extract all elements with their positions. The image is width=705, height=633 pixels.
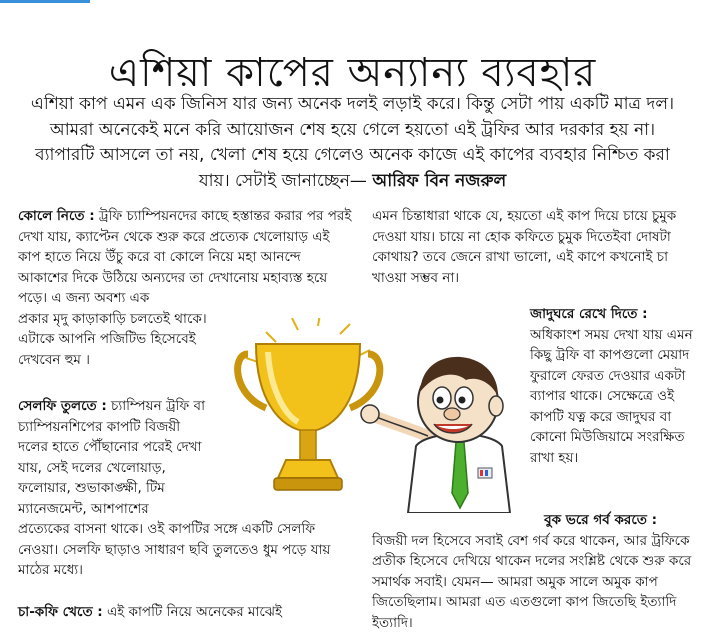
section-kole-text1: ট্রফি চ্যাম্পিয়নদের কাছে হস্তান্তর করার পর পরই দেখা যায়, ক্যাপ্টেন থেকে শুরু করে প্রত্যেক খেলোয়াড় এই কাপ হাতে নিয়ে উঁচু করে বা কোলে নিয়ে মহা আনন্দে আকাশের দিকে উঠিয়ে অন্যদের তা দেখানোয় মহাব্যস্ত হয়ে পড়ে। এ জন্য অবশ্য এক [18,208,352,306]
section-cha-continued [372,206,692,288]
section-selfie-text2: প্রত্যেকের বাসনা থাকে। ওই কাপটির সঙ্গে একটি সেলফি নেওয়া। সেলফি ছাড়াও সাধারণ ছবি তুলতেও ধুম পড়ে যায় মাঠের মধ্যে। [18,521,331,578]
section-cha-text2: এমন চিন্তাধারা থাকে যে, হয়তো এই কাপ দিয়ে চায়ে চুমুক দেওয়া যায়। চায়ে না হোক কফিতে চুমুক দিতেইবা দোষটা কোথায়? তবে জেনে রাখা ভালো, এই কাপে কখনোই চা খাওয়া সম্ভব না। [372,208,677,286]
section-cha-heading: চা-কফি খেতে : [18,604,103,620]
section-buk-text: বিজয়ী দল হিসেবে সবাই বেশ গর্ব করে থাকেন, আর ট্রফিকে প্রতীক হিসেবে দেখিয়ে থাকেন দলের সংশ্লিষ্ট থেকে শুরু করে সমার্থক সবাই। যেমন— আমরা অমুক সালে অমুক কাপ জিতেছিলাম। আমরা এত এতগুলো কাপ জিতেছি ইত্যাদি ইত্যাদি। [372,532,692,631]
cartoon-man-icon [361,357,510,513]
section-kole-para1 [18,206,353,309]
section-kole-heading: কোলে নিতে : [18,208,95,224]
section-buk-heading: বুক ভরে গর্ব করতে : [544,512,657,528]
article-intro [20,92,685,194]
section-cha-para1 [18,602,358,623]
section-jadughor [530,304,700,468]
intro-text: এশিয়া কাপ এমন এক জিনিস যার জন্য অনেক দলই লড়াই করে। কিন্তু সেটা পায় একটি মাত্র দল। আমরা অনেকেই মনে করি আয়োজন শেষ হয়ে গেলে হয়তো এই ট্রফির আর দরকার হয় না। ব্যাপারটি আসলে তা নয়, খেলা শেষ হয়ে গেলেও অনেক কাজে এই কাপের ব্যবহার নিশ্চিত করা যায়। সেটাই জানাচ্ছেন— [30,94,675,191]
section-cha-text1: এই কাপটি নিয়ে অনেকের মাঝেই [106,604,283,620]
section-selfie-heading: সেলফি তুলতে : [18,398,107,414]
author-name: আরিফ বিন নজরুল [372,170,507,191]
article-title: এশিয়া কাপের অন্যান্য ব্যবহার [108,49,597,96]
section-jadughor-text: অধিকাংশ সময় দেখা যায় এমন কিছু ট্রফি বা কাপগুলো মেয়াদ ফুরালে ফেরত দেওয়ার একটা ব্যাপার থাকে। সেক্ষেত্রে ওই কাপটি যত্ন করে জাদুঘর বা কোনো মিউজিয়ামে সংরক্ষিত রাখা হয়। [530,326,693,466]
section-selfie-para1 [18,396,208,519]
section-cha-kofi [18,602,358,623]
section-selfie-text1: চ্যাম্পিয়ন ট্রফি বা চ্যাম্পিয়নশিপের কাপটি বিজয়ী দলের হাতে পৌঁছানোর পরেই দেখা যায়, সেই দলের খেলোয়াড়, ফলোয়ার, শুভাকাঙ্ক্ষী, টিম ম্যানেজমেন্ট, আশপাশের [18,398,205,517]
section-buk-vore [372,510,697,633]
top-accent-bar [0,0,90,3]
trophy-cartoon-illustration [228,318,528,513]
section-jadughor-heading: জাদুঘরে রেখে দিতে : [530,306,648,322]
trophy-icon [238,344,380,490]
section-kole-text2: প্রকার মৃদু কাড়াকাড়ি চলতেই থাকে। এটাকে আপনি পজিটিভ হিসেবেই দেখবেন হুম । [18,310,207,368]
